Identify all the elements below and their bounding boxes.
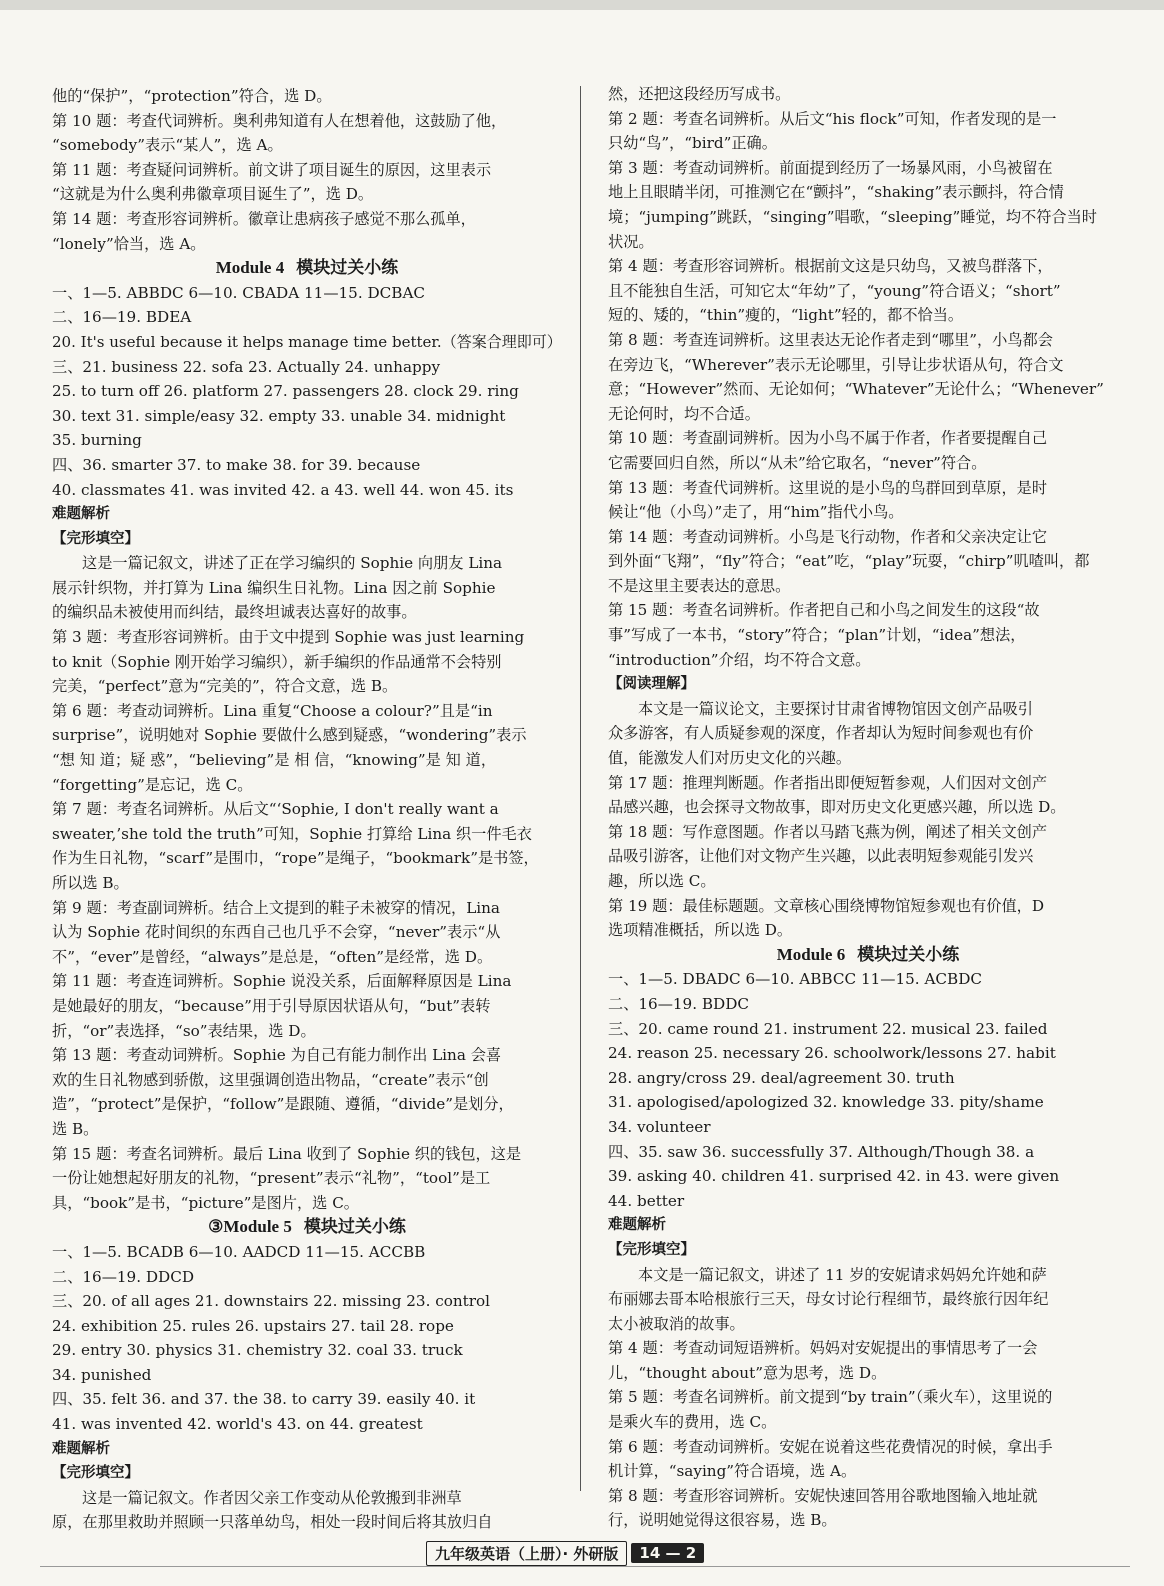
text-line: 候让“他（小鸟）”走了，用“him”指代小鸟。 [608,503,904,522]
section-heading: 难题解析 [52,1440,110,1457]
text-line: 状况。 [608,232,654,251]
section-heading: 【完形填空】 [608,1241,695,1258]
text-line: 第 3 题：考查动词辨析。前面提到经历了一场暴风雨，小鸟被留在 [608,158,1053,177]
text-line: 35. burning [52,431,142,450]
text-line: sweater,’she told the truth”可知，Sophie 打算给 Lina 织一件毛衣 [52,824,532,843]
text-line: 39. asking 40. children 41. surprised 42. in 43. were given [608,1167,1060,1186]
text-line: 第 8 题：考查形容词辨析。安妮快速回答用谷歌地图输入地址就 [608,1486,1038,1505]
text-line: 品感兴趣，也会探寻文物故事，即对历史文化更感兴趣，所以选 D。 [608,798,1066,817]
text-line: to knit（Sophie 刚开始学习编织），新手编织的作品通常不会特别 [52,652,502,671]
text-line: 40. classmates 41. was invited 42. a 43. well 44. won 45. its [52,480,514,499]
section-heading: 难题解析 [52,506,110,523]
text-line: 然，还把这段经历写成书。 [608,85,791,103]
text-line: 欢的生日礼物感到骄傲，这里强调创造出物品，“create”表示“创 [52,1070,489,1089]
text-line: 30. text 31. simple/easy 32. empty 33. unable 34. midnight [52,406,506,425]
text-line: 第 18 题：写作意图题。作者以马踏飞燕为例，阐述了相关文创产 [608,822,1048,841]
text-line: 行，说明她觉得这很容易，选 B。 [608,1511,837,1530]
module-title [52,1215,562,1240]
text-line: 二、16—19. BDDC [608,994,750,1013]
text-line: 在旁边飞，“Wherever”表示无论哪里，引导让步状语从句，符合文 [608,355,1064,374]
text-line: 完美，“perfect”意为“完美的”，符合文意，选 B。 [52,677,398,696]
text-line: 意；“However”然而、无论如何；“Whatever”无论什么；“Whenever” [608,380,1104,399]
section-heading: 【完形填空】 [52,530,139,547]
text-line: 第 4 题：考查形容词辨析。根据前文这是只幼鸟，又被鸟群落下， [608,257,1053,276]
text-line: 且不能独自生活，可知它太“年幼”了，“young”符合语义；“short” [608,281,1061,300]
text-line: 44. better [608,1191,685,1210]
top-edge [0,0,1164,10]
text-line: 只幼“鸟”，“bird”正确。 [608,134,777,153]
text-line: 第 15 题：考查名词辨析。作者把自己和小鸟之间发生的这段“故 [608,601,1040,620]
module-label: Module 4 [215,258,285,278]
text-line: 第 7 题：考查名词辨析。从后文“‘Sophie, I don't really want a [52,800,499,819]
text-line: 第 8 题：考查连词辨析。这里表达无论作者走到“哪里”，小鸟都会 [608,330,1053,349]
text-line: 是乘火车的费用，选 C。 [608,1413,777,1432]
text-line: 25. to turn off 26. platform 27. passengers 28. clock 29. ring [52,382,519,401]
text-line: 到外面“飞翔”，“fly”符合；“eat”吃，“play”玩耍，“chirp”叽喳叫，都 [608,552,1090,571]
text-line: 儿，“thought about”意为思考，选 D。 [608,1363,887,1382]
text-line: 机计算，“saying”符合语境，选 A。 [608,1462,857,1481]
text-line: 折，“or”表选择，“so”表结果，选 D。 [52,1021,316,1040]
text-line: 第 10 题：考查副词辨析。因为小鸟不属于作者，作者要提醒自己 [608,429,1048,448]
text-line: 二、16—19. BDEA [52,308,192,327]
text-line: 四、35. saw 36. successfully 37. Although/Though 38. a [608,1142,1035,1161]
text-line: 这是一篇记叙文，讲述了正在学习编织的 Sophie 向朋友 Lina [82,554,503,573]
text-line: 是她最好的朋友，“because”用于引导原因状语从句，“but”表转 [52,996,491,1015]
right-column [608,82,1128,1533]
module-title [608,943,1128,968]
text-line: 具，“book”是书，“picture”是图片，选 C。 [52,1193,359,1212]
text-line: 选项精准概括，所以选 D。 [608,921,793,940]
text-line: 第 10 题：考查代词辨析。奥利弗知道有人在想着他，这鼓励了他， [52,111,507,130]
text-line: 它需要回归自然，所以“从未”给它取名，“never”符合。 [608,453,987,472]
text-line: 第 9 题：考查副词辨析。结合上文提到的鞋子未被穿的情况，Lina [52,898,500,917]
text-line: 第 6 题：考查动词辨析。Lina 重复“Choose a colour?”且是“in [52,701,493,720]
text-line: 第 2 题：考查名词辨析。从后文“his flock”可知，作者发现的是一 [608,109,1057,128]
left-column [52,84,562,1535]
text-line: 事”写成了一本书，“story”符合；“plan”计划，“idea”想法， [608,626,1026,645]
text-line: 选 B。 [52,1119,99,1138]
text-line: 品吸引游客，让他们对文物产生兴趣，以此表明短参观能引发兴 [608,847,1034,866]
text-line: 趣，所以选 C。 [608,872,716,890]
text-line: 展示针织物，并打算为 Lina 编织生日礼物。Lina 因之前 Sophie [52,578,496,597]
text-line: 二、16—19. DDCD [52,1267,195,1286]
text-line: 24. exhibition 25. rules 26. upstairs 27. tail 28. rope [52,1316,454,1335]
module-title [52,256,562,281]
text-line: 第 15 题：考查名词辨析。最后 Lina 收到了 Sophie 织的钱包，这是 [52,1144,522,1163]
text-line: 三、20. came round 21. instrument 22. musical 23. failed [608,1019,1048,1038]
text-line: surprise”，说明她对 Sophie 要做什么感到疑惑，“wondering”表示 [52,726,527,745]
text-line: 原，在那里救助并照顾一只落单幼鸟，相处一段时间后将其放归自 [52,1513,493,1532]
text-line: “introduction”介绍，均不符合文意。 [608,650,871,669]
text-line: 本文是一篇记叙文，讲述了 11 岁的安妮请求妈妈允许她和萨 [638,1265,1047,1284]
text-line: 太小被取消的故事。 [608,1314,745,1333]
text-line: 第 6 题：考查动词辨析。安妮在说着这些花费情况的时候，拿出手 [608,1437,1053,1456]
column-divider [580,86,581,1491]
module-label: ③Module 5 [208,1217,292,1237]
module-subtitle: 模块过关小练 [857,944,960,965]
text-line: 四、36. smarter 37. to make 38. for 39. because [52,455,421,474]
text-line: 第 11 题：考查疑问词辨析。前文讲了项目诞生的原因，这里表示 [52,160,492,179]
text-line: 本文是一篇议论文，主要探讨甘肃省博物馆因文创产品吸引 [638,699,1033,718]
module-subtitle: 模块过关小练 [296,258,399,279]
book-title: 九年级英语（上册）· 外研版 [426,1541,627,1566]
text-line: 作为生日礼物，“scarf”是围巾，“rope”是绳子，“bookmark”是书签， [52,849,539,868]
text-line: 一、1—5. BCADB 6—10. AADCD 11—15. ACCBB [52,1242,426,1261]
text-line: 无论何时，均不合适。 [608,404,760,423]
text-line: 境；“jumping”跳跃，“singing”唱歌，“sleeping”睡觉，均不符合当时 [608,207,1097,226]
text-line: 一、1—5. DBADC 6—10. ABBCC 11—15. ACBDC [608,970,982,989]
text-line: 的编织品未被使用而纠结，最终坦诚表达喜好的故事。 [52,603,417,622]
text-line: 第 14 题：考查形容词辨析。徽章让患病孩子感觉不那么孤单， [52,209,476,228]
text-line: 值，能激发人们对历史文化的兴趣。 [608,749,851,768]
bottom-rule [40,1566,1130,1567]
text-line: 31. apologised/apologized 32. knowledge 33. pity/shame [608,1093,1044,1112]
section-heading: 【完形填空】 [52,1465,139,1482]
text-line: 一份让她想起好朋友的礼物，“present”表示“礼物”，“tool”是工 [52,1169,491,1188]
text-line: “这就是为什么奥利弗徽章项目诞生了”，选 D。 [52,185,374,204]
text-line: 第 4 题：考查动词短语辨析。妈妈对安妮提出的事情思考了一会 [608,1339,1038,1358]
text-line: 29. entry 30. physics 31. chemistry 32. coal 33. truck [52,1341,463,1360]
section-heading: 难题解析 [608,1217,666,1234]
text-line: 第 19 题：最佳标题题。文章核心围绕博物馆短参观也有价值，D [608,896,1045,915]
text-line: 布丽娜去哥本哈根旅行三天，母女讨论行程细节，最终旅行因年纪 [608,1290,1049,1309]
text-line: 34. punished [52,1365,152,1384]
text-line: 28. angry/cross 29. deal/agreement 30. truth [608,1068,955,1087]
text-line: 地上且眼睛半闭，可推测它在“颤抖”，“shaking”表示颤抖，符合情 [608,183,1064,202]
text-line: 第 13 题：考查动词辨析。Sophie 为自己有能力制作出 Lina 会喜 [52,1046,502,1065]
text-line: 第 11 题：考查连词辨析。Sophie 说没关系，后面解释原因是 Lina [52,972,512,991]
text-line: 41. was invented 42. world's 43. on 44. greatest [52,1415,423,1434]
module-label: Module 6 [776,944,846,964]
section-heading: 【阅读理解】 [608,676,695,693]
text-line: 四、35. felt 36. and 37. the 38. to carry 39. easily 40. it [52,1390,476,1409]
text-line: “lonely”恰当，选 A。 [52,234,206,253]
text-line: 众多游客，有人质疑参观的深度，作者却认为短时间参观也有价 [608,724,1034,743]
text-line: 第 5 题：考查名词辨析。前文提到“by train”（乘火车），这里说的 [608,1388,1053,1407]
text-line: 所以选 B。 [52,874,129,892]
text-line: “somebody”表示“某人”，选 A。 [52,136,283,155]
text-line: 第 14 题：考查动词辨析。小鸟是飞行动物，作者和父亲决定让它 [608,527,1048,546]
text-line: 第 3 题：考查形容词辨析。由于文中提到 Sophie was just learning [52,628,525,647]
text-line: 不是这里主要表达的意思。 [608,576,791,595]
text-line: 第 13 题：考查代词辨析。这里说的是小鸟的鸟群回到草原，是时 [608,478,1048,497]
text-line: 20. It's useful because it helps manage time better.（答案合理即可） [52,332,562,351]
text-line: 认为 Sophie 花时间织的东西自己也几乎不会穿，“never”表示“从 [52,923,501,942]
text-line: 一、1—5. ABBDC 6—10. CBADA 11—15. DCBAC [52,283,426,302]
text-line: 这是一篇记叙文。作者因父亲工作变动从伦敦搬到非洲草 [82,1488,462,1507]
page-number: 14 — 2 [631,1543,704,1563]
text-line: 三、20. of all ages 21. downstairs 22. missing 23. control [52,1292,491,1311]
text-line: “想 知 道；疑 惑”，“believing”是 相 信，“knowing”是 知 道， [52,751,497,770]
page-footer [426,1540,704,1566]
text-line: “forgetting”是忘记，选 C。 [52,775,253,794]
module-subtitle: 模块过关小练 [303,1217,406,1238]
text-line: 第 17 题：推理判断题。作者指出即便短暂参观，人们因对文创产 [608,773,1048,792]
text-line: 24. reason 25. necessary 26. schoolwork/lessons 27. habit [608,1044,1056,1063]
text-line: 造”，“protect”是保护，“follow”是跟随、遵循，“divide”是划分， [52,1095,514,1114]
text-line: 他的“保护”，“protection”符合，选 D。 [52,87,332,105]
text-line: 34. volunteer [608,1117,711,1136]
text-line: 三、21. business 22. sofa 23. Actually 24. unhappy [52,357,441,376]
text-line: 短的、矮的，“thin”瘦的，“light”轻的，都不恰当。 [608,306,964,325]
text-line: 不”，“ever”是曾经，“always”是总是，“often”是经常，选 D。 [52,947,493,966]
